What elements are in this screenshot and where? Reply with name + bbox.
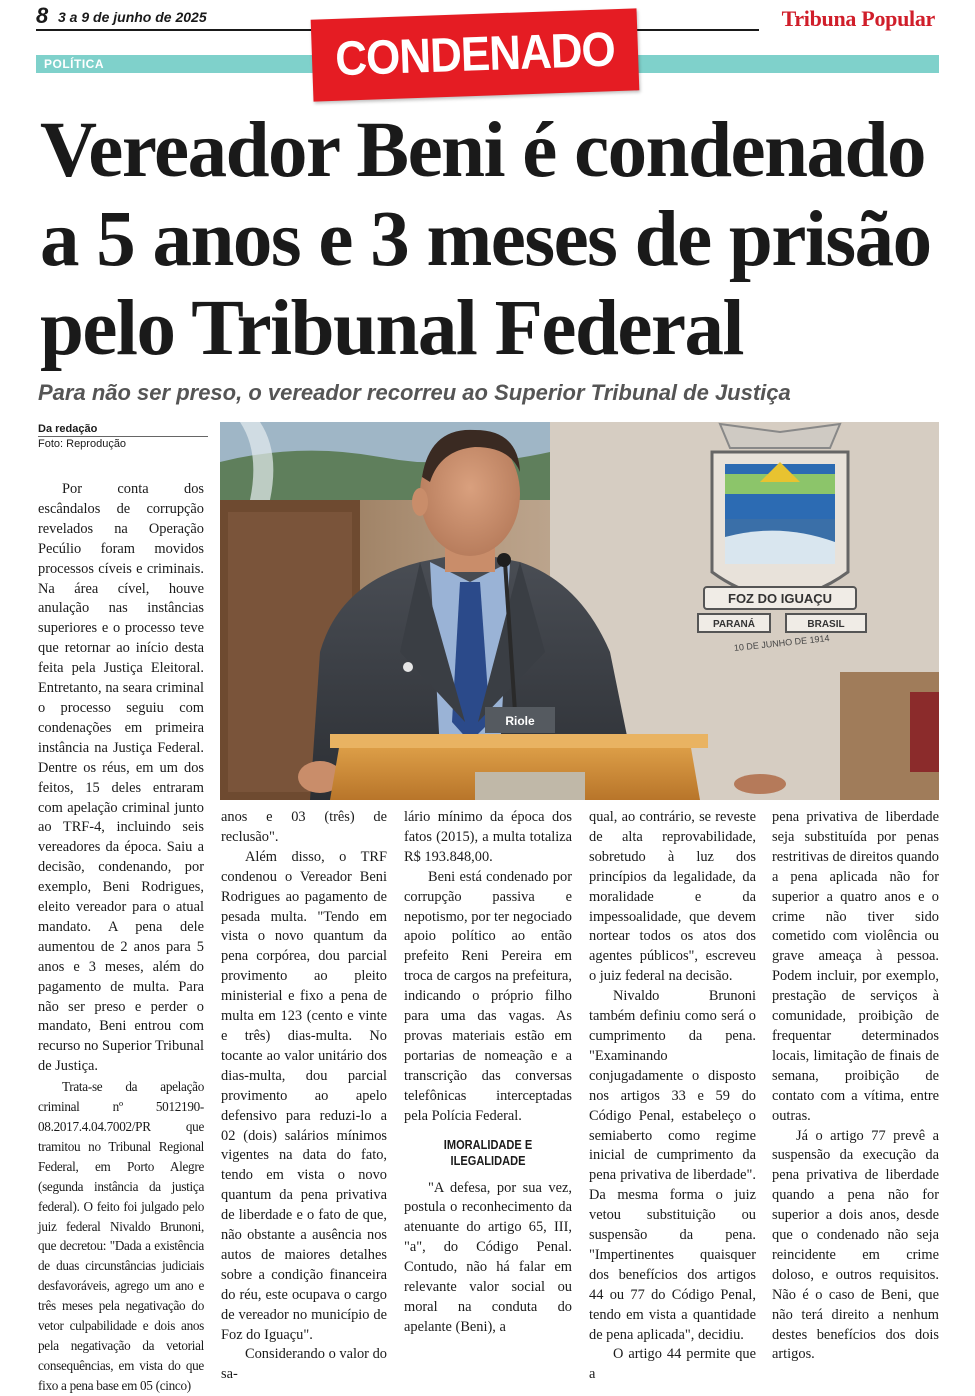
byline-author: Da redação <box>38 423 98 435</box>
article-column-4 <box>589 808 756 1385</box>
condemned-stamp <box>311 8 640 101</box>
subheadline: Para não ser preso, o vereador recorreu ao Superior Tribunal de Justiça <box>38 380 791 405</box>
paragraph: lário mínimo da época dos fatos (2015), a multa totaliza R$ 193.848,00. <box>404 809 572 865</box>
headline <box>40 106 940 373</box>
headline-line-1: Vereador Beni é condenado <box>40 107 925 194</box>
crosshead <box>417 1137 560 1169</box>
paragraph: Nivaldo Brunoni também definiu como será o cumprimento da pena. "Examinando conjugadamente o disposto nos artigos 33 e 59 do Código Penal, estabeleço o semiaberto como regime inicial de cumprimento da pena privativa de liberdade". Da mesma forma o juiz vetou substituição ou suspensão da pena. "Impertinentes quaisquer dos benefícios dos artigos 44 ou 77 do Código Penal, tendo em vista a quantidade de pena aplicada", decidiu. <box>589 988 756 1343</box>
paragraph: pena privativa de liberdade seja substituída por penas restritivas de direitos quando a pena aplicada não for superior a quatro anos e o crime não tiver sido cometido com violência ou grave ameaça à pessoa. Podem incluir, por exemplo, prestação de serviços à comunidade, proibição de frequentar determinados locais, limitação de finais de semana, proibição de contato com a vítima, entre outras. <box>772 809 939 1124</box>
byline-rule <box>38 436 208 437</box>
article-column-5 <box>772 808 939 1365</box>
issue-date: 3 a 9 de junho de 2025 <box>58 9 207 25</box>
article-photo <box>220 422 939 800</box>
crosshead-line-2: ILEGALIDADE <box>450 1152 526 1168</box>
paragraph: Considerando o valor do sa- <box>221 1346 387 1383</box>
paragraph: Além disso, o TRF condenou o Vereador Beni Rodrigues ao pagamento de pesada multa. "Tendo em vista o novo quantum da pena corpórea, dou parcial provimento ao pleito ministerial e fixo a pena de multa em 123 (cento e vinte e três) dias-multa. No tocante ao valor unitário dos dias-multa, dou parcial provimento ao apelo defensivo para reduzi-lo a 02 (dois) salários mínimos vigentes na data do fato, tendo em vista o novo quantum da pena privativa de liberdade e o fato de que, não obstante a ausência nos autos de maiores detalhes sobre a condição financeira do réu, este ocupava o cargo de vereador no município de Foz do Iguaçu". <box>221 848 387 1343</box>
paragraph: anos e 03 (três) de reclusão". <box>221 809 387 845</box>
headline-line-2: a 5 anos e 3 meses de prisão <box>40 196 931 283</box>
crest-state: PARANÁ <box>712 619 756 630</box>
paragraph: Beni está condenado por corrupção passiva e nepotismo, por ter negociado apoio político ao então prefeito Reni Pereira em troca de cargos na prefeitura, indicando o próprio filho para uma das vagas. As provas materiais estão em portarias de nomeação e a transcrição das conversas telefônicas interceptadas pela Polícia Federal. <box>404 868 572 1124</box>
stamp-text: CONDENADO <box>334 22 616 87</box>
crest-country: BRASIL <box>807 619 845 630</box>
paragraph: Por conta dos escândalos de corrupção revelados na Operação Pecúlio foram movidos processos cíveis e criminais. Na área cível, houve anulação nas instâncias superiores e o processo teve que retornar ao início desta feita pela Justiça Eleitoral. Entretanto, na seara criminal o processo seguiu com condenações em primeira instância na Justiça Federal. Dentre os réus, em um dos feitos, 15 deles entraram com apelação criminal junto ao TRF-4, incluindo seis vereadores da época. Saiu a decisão, condenando, por exemplo, Beni Rodrigues, eleito vereador para o atual mandato. A pena dele aumentou de 2 anos para 5 anos e 3 meses, além do pagamento de multa. Para não ser preso e perder o mandato, Beni entrou com recurso no Superior Tribunal de Justiça. <box>38 481 204 1075</box>
article-column-2 <box>221 808 387 1385</box>
article-column-1 <box>38 480 204 1396</box>
paragraph: qual, ao contrário, se reveste de alta reprovabilidade, sobretudo à luz dos princípios da legalidade, da moralidade e da impessoalidade, que devem nortear todos os atos dos agentes públicos", escreveu o juiz federal na decisão. <box>589 809 756 985</box>
crest-city: FOZ DO IGUAÇU <box>728 591 832 606</box>
section-label: POLÍTICA <box>44 57 104 71</box>
photo-credit: Foto: Reprodução <box>38 438 127 450</box>
newspaper-brand: Tribuna Popular <box>781 6 935 31</box>
paragraph: O artigo 44 permite que a <box>589 1346 756 1383</box>
headline-line-3: pelo Tribunal Federal <box>40 285 743 372</box>
microphone-label: Riole <box>505 714 535 728</box>
article-column-3 <box>404 808 572 1338</box>
crest-date: 10 DE JUNHO DE 1914 <box>733 633 830 654</box>
photo-illustration <box>220 422 939 800</box>
paragraph: Trata-se da apelação criminal nº 5012190-08.2017.4.04.7002/PR que tramitou no Tribunal Regional Federal, em Porto Alegre (segunda instância da justiça federal). O feito foi julgado pelo juiz federal Nivaldo Brunoni, que decretou: "Dada a existência de duas circunstâncias judiciais desfavoráveis, agrego um ano e três meses pela negativação do vetor culpabilidade e dois anos pela negativação da vetorial consequências, em vista do que fixo a pena base em 05 (cinco) <box>38 1079 204 1393</box>
page-number: 8 <box>36 3 49 28</box>
paragraph: "A defesa, por sua vez, postula o reconhecimento da atenuante do artigo 65, III, "a", do Código Penal. Contudo, não há falar em relevante valor social ou moral na conduta do apelante (Beni), a <box>404 1179 572 1335</box>
crosshead-line-1: IMORALIDADE E <box>443 1136 533 1152</box>
paragraph: Já o artigo 77 prevê a suspensão da execução da pena privativa de liberdade quando a pena não for superior a dois anos, desde que o condenado não seja reincidente em crime doloso, e outros requisitos. Não é o caso de Beni, que não terá direito a nenhum destes benefícios dos dois artigos. <box>772 1127 939 1363</box>
